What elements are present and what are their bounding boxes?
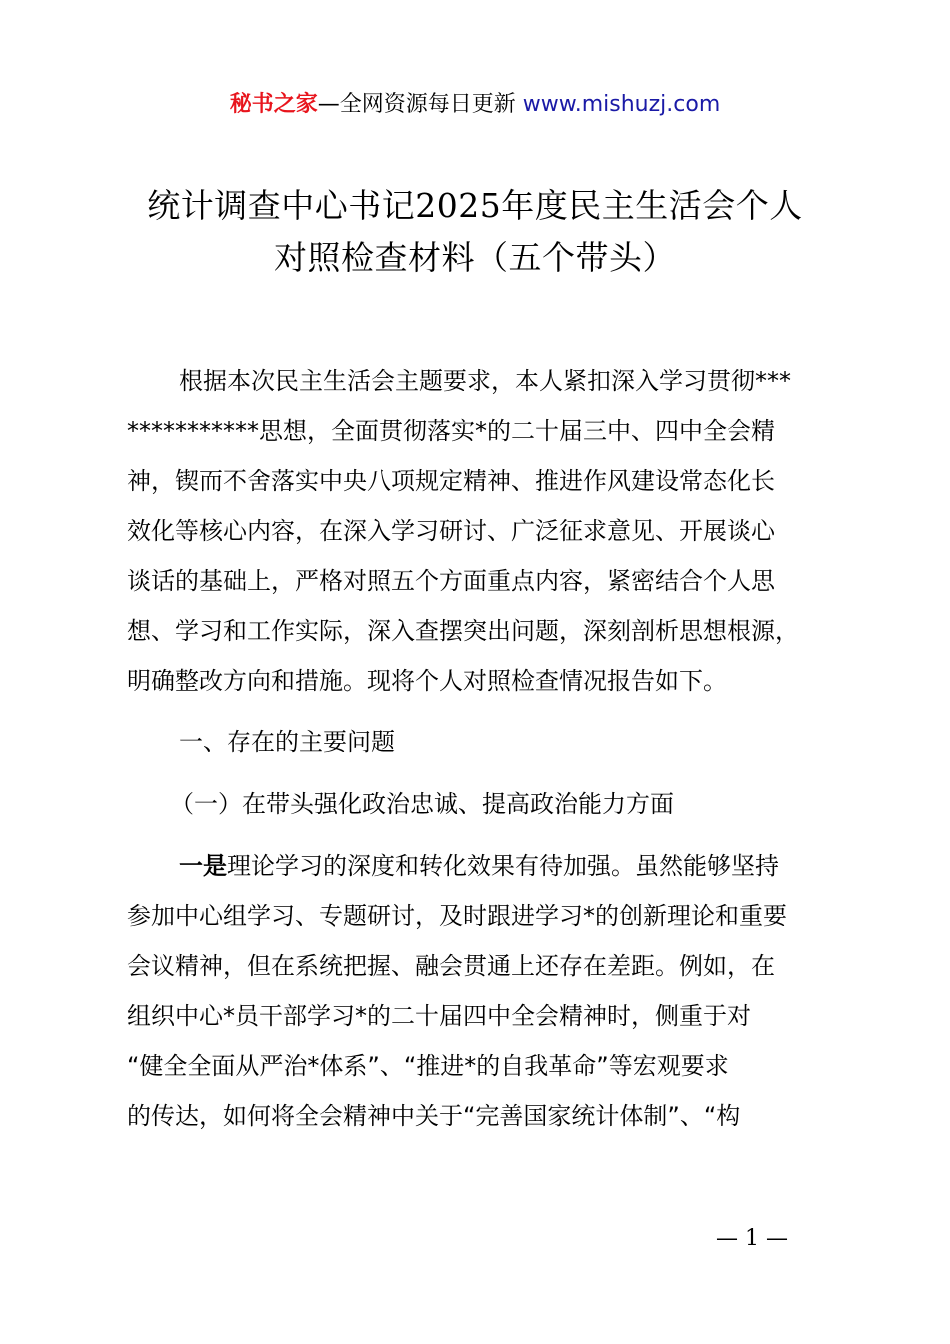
paragraph-line: 的传达，如何将全会精神中关于“完善国家统计体制”、“构 — [127, 1102, 741, 1130]
subsection-heading: （一）在带头强化政治忠诚、提高政治能力方面 — [170, 790, 674, 818]
paragraph-line: 谈话的基础上，严格对照五个方面重点内容，紧密结合个人思 — [127, 567, 775, 595]
document-title — [100, 180, 850, 284]
paragraph-line: 会议精神，但在系统把握、融会贯通上还存在差距。例如，在 — [127, 952, 775, 980]
paragraph-line: “健全全面从严治*体系”、“推进*的自我革命”等宏观要求 — [127, 1052, 729, 1080]
paragraph-line: 效化等核心内容，在深入学习研讨、广泛征求意见、开展谈心 — [127, 517, 775, 545]
paragraph-line: 组织中心*员干部学习*的二十届四中全会精神时，侧重于对 — [127, 1002, 751, 1030]
title-line-2: 对照检查材料（五个带头） — [274, 238, 676, 277]
paragraph-line: 明确整改方向和措施。现将个人对照检查情况报告如下。 — [127, 667, 727, 695]
site-url-link[interactable]: www.mishuzj.com — [522, 92, 721, 117]
site-banner — [0, 88, 950, 122]
title-line-1: 统计调查中心书记2025年度民主生活会个人 — [147, 186, 803, 225]
brand-name: 秘书之家 — [229, 92, 318, 117]
paragraph-line: ***********思想，全面贯彻落实*的二十届三中、四中全会精 — [127, 417, 775, 445]
paragraph-line: 根据本次民主生活会主题要求，本人紧扣深入学习贯彻*** — [179, 367, 791, 395]
paragraph-line: 参加中心组学习、专题研讨，及时跟进学习*的创新理论和重要 — [127, 902, 787, 930]
page-number: — 1 — — [716, 1226, 788, 1251]
banner-tagline: —全网资源每日更新 — [317, 92, 516, 117]
intro-paragraph — [127, 356, 827, 706]
paragraph-line: 想、学习和工作实际，深入查摆突出问题，深刻剖析思想根源， — [127, 617, 799, 645]
section-heading: 一、存在的主要问题 — [179, 728, 395, 756]
paragraph-line: 神，锲而不舍落实中央八项规定精神、推进作风建设常态化长 — [127, 467, 775, 495]
point-lead-rest: 理论学习的深度和转化效果有待加强。虽然能够坚持 — [227, 852, 779, 880]
point-lead: 一是 — [179, 852, 227, 880]
point-paragraph — [127, 841, 827, 1141]
paragraph-line — [127, 841, 827, 891]
